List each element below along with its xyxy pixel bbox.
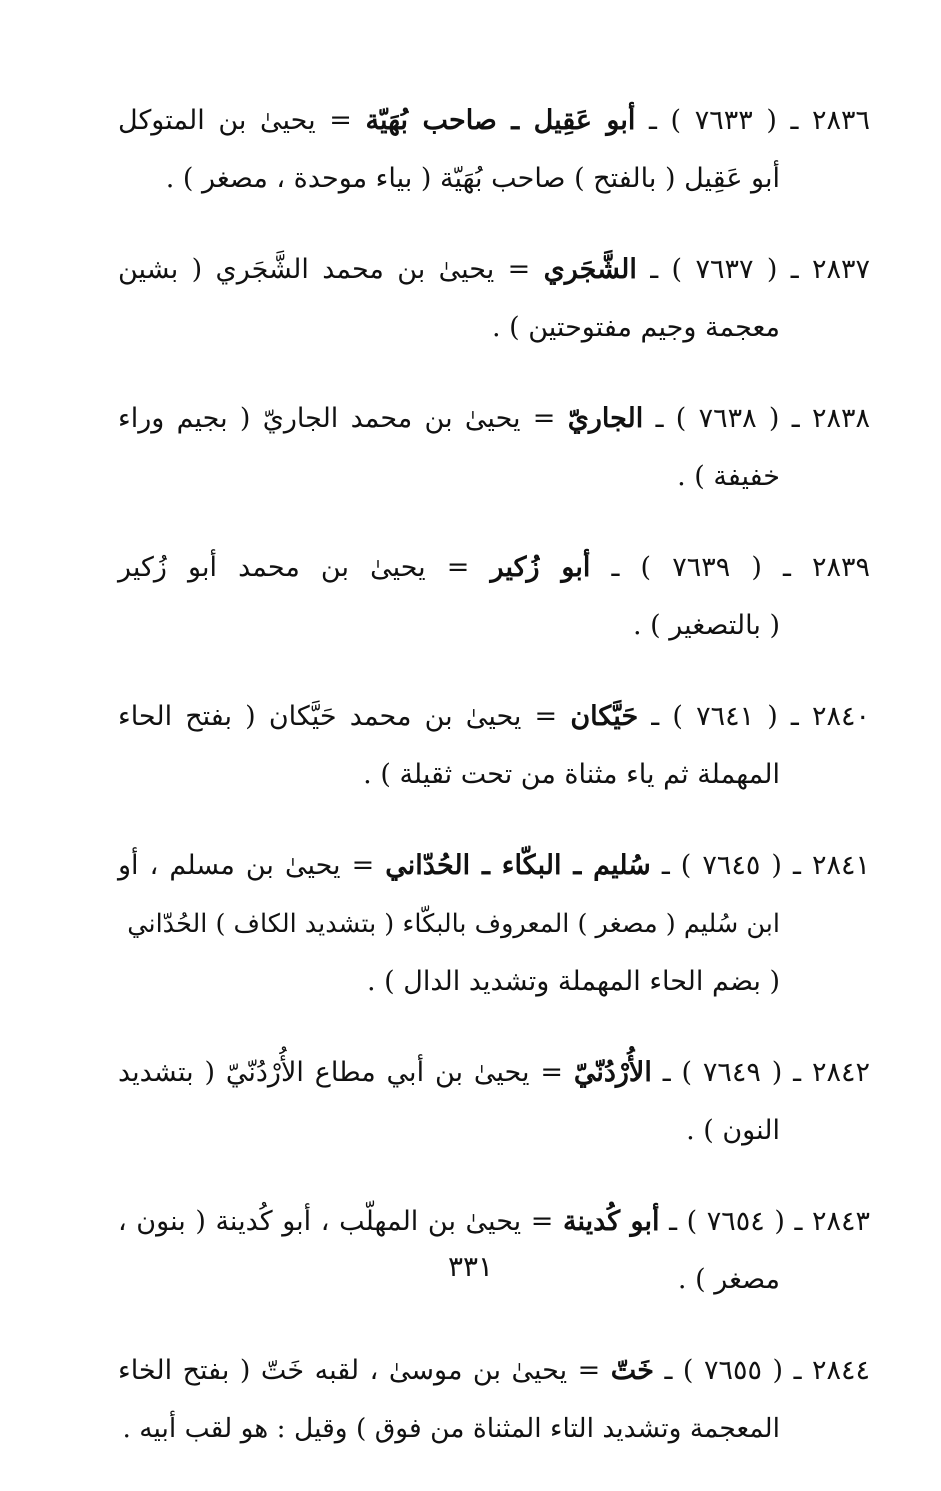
entry-reference: ( ٧٦٣٧ ): [671, 254, 778, 285]
entry: [118, 1044, 870, 1160]
entry-first-line: ٢٨٤٣ ـ ( ٧٦٥٤ ) ـ أبو كُدينة = يحيىٰ بن المهلّب ، أبو كُدينة ( بنون ،: [118, 1206, 870, 1237]
entry: [118, 1342, 870, 1458]
entry-continuation-line: خفيفة ) .: [677, 461, 780, 492]
entry-reference: ( ٧٦٣٨ ): [675, 403, 780, 434]
entry-name: حَيَّكان: [570, 701, 639, 732]
entry-continuation-line: المهملة ثم ياء مثناة من تحت ثقيلة ) .: [363, 759, 780, 790]
entry-continuation-line: مصغر ) .: [677, 1264, 780, 1295]
entry-name: أبو كُدينة: [562, 1206, 660, 1237]
entry-number: ٢٨٣٦: [812, 105, 871, 136]
entry: [118, 688, 870, 804]
entry-first-line: ٢٨٤٠ ـ ( ٧٦٤١ ) ـ حَيَّكان = يحيىٰ بن محمد حَيَّكان ( بفتح الحاء: [118, 701, 870, 732]
entry-reference: ( ٧٦٤٩ ): [681, 1057, 783, 1088]
entry-first-line: ٢٨٣٩ ـ ( ٧٦٣٩ ) ـ أبو زُكير = يحيىٰ بن محمد أبو زُكير: [118, 552, 871, 583]
entry-number: ٢٨٤٠: [811, 701, 870, 732]
entry-description: = يحيىٰ بن المتوكل: [118, 105, 352, 136]
entry-description: = يحيىٰ بن محمد أبو زُكير: [118, 552, 470, 583]
entry: [118, 539, 870, 655]
entry-reference: ( ٧٦٥٥ ): [682, 1355, 784, 1386]
entry-first-line: ٢٨٣٧ ـ ( ٧٦٣٧ ) ـ الشَّجَري = يحيىٰ بن محمد الشَّجَري ( بشين: [118, 254, 871, 285]
entry-name: الجاريّ: [567, 403, 644, 434]
entry-description: = يحيىٰ بن محمد الشَّجَري ( بشين: [118, 254, 531, 285]
entry-continuation-line: ابن سُليم ( مصغر ) المعروف بالبكّاء ( بتشديد الكاف ) الحُدّاني: [127, 909, 780, 939]
entry-first-line: ٢٨٣٨ ـ ( ٧٦٣٨ ) ـ الجاريّ = يحيىٰ بن محمد الجاريّ ( بجيم وراء: [118, 403, 870, 434]
entry-number: ٢٨٤٢: [811, 1057, 870, 1088]
entry-first-line: ٢٨٤٤ ـ ( ٧٦٥٥ ) ـ خَتّ = يحيىٰ بن موسىٰ ، لقبه خَتّ ( بفتح الخاء: [118, 1355, 871, 1386]
entry-reference: ( ٧٦٤١ ): [672, 701, 778, 732]
entry-number: ٢٨٤١: [811, 850, 870, 881]
entry-reference: ( ٧٦٣٩ ): [640, 552, 762, 583]
entry-name: خَتّ: [610, 1355, 654, 1386]
entry: [118, 837, 870, 1011]
entry-continuation-line: النون ) .: [686, 1115, 780, 1146]
entry-reference: ( ٧٦٣٣ ): [670, 105, 777, 136]
entry-continuation-line: ( بالتصغير ) .: [633, 610, 780, 641]
entry-name: الأُرْدُنّيّ: [573, 1057, 652, 1088]
entry: [118, 390, 870, 506]
entry-reference: ( ٧٦٤٥ ): [680, 850, 782, 881]
entry-number: ٢٨٣٩: [812, 552, 871, 583]
entry-first-line: ٢٨٤١ ـ ( ٧٦٤٥ ) ـ سُليم ـ البكّاء ـ الحُدّاني = يحيىٰ بن مسلم ، أو: [118, 850, 870, 881]
entry-description: = يحيىٰ بن المهلّب ، أبو كُدينة ( بنون ،: [118, 1206, 554, 1237]
entry-continuation-line: معجمة وجيم مفتوحتين ) .: [491, 312, 780, 343]
entry-description: = يحيىٰ بن أبي مطاع الأُرْدُنّيّ ( بتشديد: [118, 1057, 563, 1088]
entry-number: ٢٨٣٧: [812, 254, 871, 285]
entry-first-line: ٢٨٣٦ ـ ( ٧٦٣٣ ) ـ أبو عَقِيل ـ صاحب بُهَيّة = يحيىٰ بن المتوكل: [118, 105, 871, 136]
page-number: ٣٣١: [447, 1250, 494, 1283]
entry-name: أبو عَقِيل ـ صاحب بُهَيّة: [365, 105, 636, 136]
entry-description: = يحيىٰ بن محمد حَيَّكان ( بفتح الحاء: [118, 701, 558, 732]
entry-number: ٢٨٤٤: [812, 1355, 871, 1386]
entry-continuation-line: أبو عَقِيل ( بالفتح ) صاحب بُهَيّة ( بياء موحدة ، مصغر ) .: [165, 163, 780, 194]
entry-name: أبو زُكير: [490, 552, 591, 583]
entry: [118, 92, 870, 208]
entry-description: = يحيىٰ بن موسىٰ ، لقبه خَتّ ( بفتح الخاء: [118, 1355, 601, 1386]
entry-name: سُليم ـ البكّاء ـ الحُدّاني: [385, 850, 651, 881]
entry-description: = يحيىٰ بن محمد الجاريّ ( بجيم وراء: [118, 403, 556, 434]
entry-number: ٢٨٣٨: [811, 403, 870, 434]
entry: [118, 241, 870, 357]
entry-continuation-line: المعجمة وتشديد التاء المثناة من فوق ) وقيل : هو لقب أبيه .: [122, 1413, 780, 1444]
entry-continuation-line: ( بضم الحاء المهملة وتشديد الدال ) .: [366, 966, 780, 997]
entry-reference: ( ٧٦٥٤ ): [686, 1206, 785, 1237]
entry-description: = يحيىٰ بن مسلم ، أو: [118, 850, 375, 881]
entry-name: الشَّجَري: [543, 254, 637, 285]
entry-first-line: ٢٨٤٢ ـ ( ٧٦٤٩ ) ـ الأُرْدُنّيّ = يحيىٰ بن أبي مطاع الأُرْدُنّيّ ( بتشديد: [118, 1057, 870, 1088]
entry-number: ٢٨٤٣: [811, 1206, 870, 1237]
